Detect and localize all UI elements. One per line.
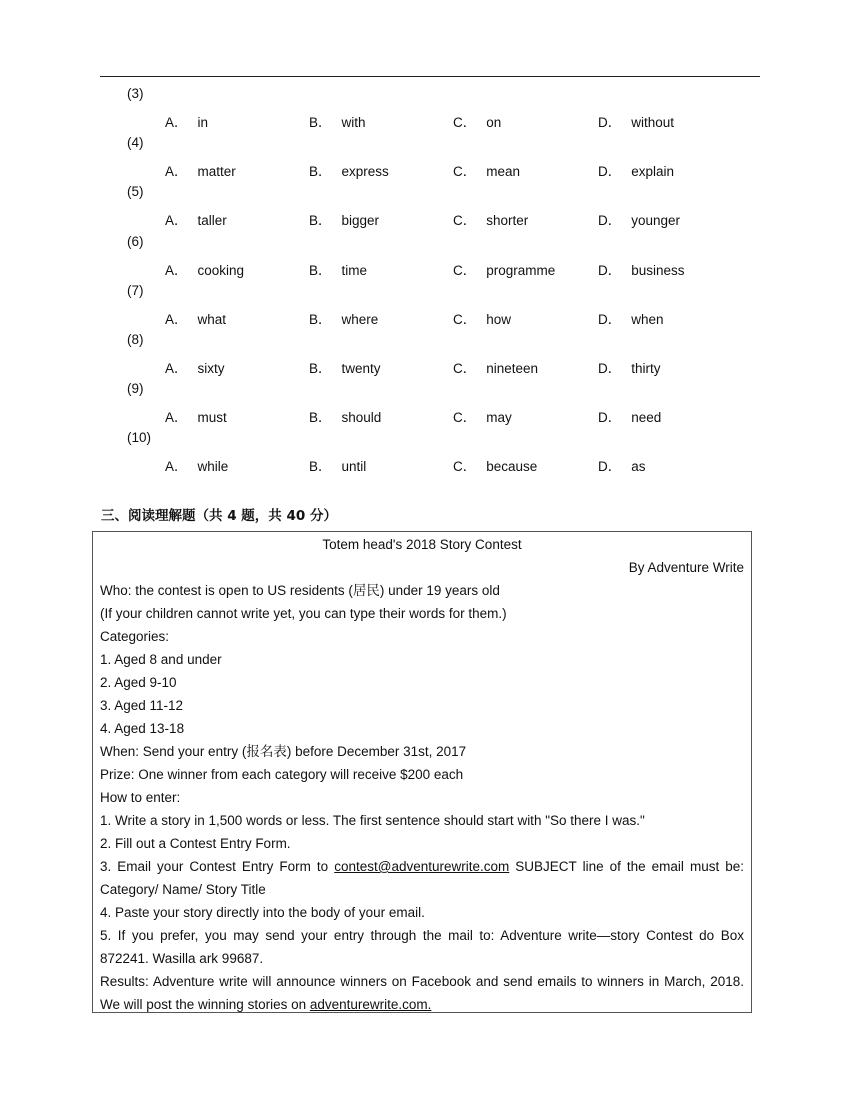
option-b[interactable] (309, 308, 378, 328)
option-letter: B． (309, 164, 332, 180)
option-letter: A． (165, 115, 188, 130)
option-text: taller (197, 213, 227, 229)
website-text-before: We will post the winning stories on (100, 997, 310, 1012)
option-text: cooking (197, 262, 245, 278)
question-list (0, 84, 860, 478)
option-d[interactable] (598, 259, 685, 279)
website-line (100, 993, 744, 1016)
option-letter: C． (453, 311, 477, 327)
passage-line: Category/ Name/ Story Title (100, 882, 266, 897)
header-rule (100, 76, 760, 77)
option-text: bigger (341, 213, 380, 229)
option-text: shorter (486, 213, 529, 229)
option-a[interactable] (165, 357, 225, 377)
option-a[interactable] (165, 209, 227, 229)
question-8 (0, 330, 860, 379)
option-text: sixty (197, 360, 225, 376)
option-b[interactable] (309, 259, 367, 279)
question-number: (4) (127, 135, 144, 151)
option-b[interactable] (309, 455, 366, 475)
question-number: (6) (127, 233, 144, 249)
option-c[interactable] (453, 209, 528, 229)
question-number: (10) (127, 430, 152, 446)
passage-line: Prize: One winner from each category will receive $200 each (100, 767, 464, 782)
passage-line: 4. Paste your story directly into the body of your email. (100, 905, 425, 920)
question-7 (0, 281, 860, 330)
passage-line: Who: the contest is open to US residents (居民) under 19 years old (100, 583, 500, 598)
option-letter: A． (165, 410, 188, 426)
option-a[interactable] (165, 406, 227, 426)
section-title: 三、阅读理解题（共 4 题，共 40 分） (101, 508, 337, 524)
option-d[interactable] (598, 111, 674, 131)
option-text: without (631, 115, 675, 130)
option-letter: D． (598, 213, 622, 229)
question-number: (3) (127, 86, 144, 101)
passage-line: Results: Adventure write will announce winners on Facebook and send emails to winners in March, 2018. (100, 974, 744, 989)
option-text: younger (631, 213, 681, 229)
option-b[interactable] (309, 111, 366, 131)
option-letter: A． (165, 262, 188, 278)
option-text: nineteen (486, 360, 539, 376)
option-b[interactable] (309, 209, 379, 229)
option-letter: A． (165, 360, 188, 376)
passage-line: (If your children cannot write yet, you can type their words for them.) (100, 606, 507, 621)
passage-line: How to enter: (100, 790, 181, 805)
option-text: how (486, 311, 512, 327)
option-d[interactable] (598, 455, 646, 475)
passage-line: 1. Aged 8 and under (100, 652, 222, 667)
passage-line: 1. Write a story in 1,500 words or less. The first sentence should start with "So there I was." (100, 813, 645, 828)
passage-line: Categories: (100, 629, 170, 644)
option-letter: A． (165, 311, 188, 327)
option-letter: C． (453, 410, 477, 426)
option-text: should (341, 410, 382, 426)
option-c[interactable] (453, 259, 555, 279)
option-letter: B． (309, 410, 332, 426)
question-5 (0, 182, 860, 231)
passage-box (92, 531, 752, 1013)
option-letter: B． (309, 115, 332, 130)
passage-line: When: Send your entry (报名表) before December 31st, 2017 (100, 744, 467, 759)
option-letter: B． (309, 262, 332, 278)
email-text-before: 3. Email your Contest Entry Form to (100, 859, 335, 874)
option-letter: A． (165, 213, 188, 229)
option-text: until (341, 459, 367, 475)
passage-line: 4. Aged 13-18 (100, 721, 185, 736)
option-text: thirty (631, 360, 661, 376)
option-text: need (631, 410, 662, 426)
option-d[interactable] (598, 209, 680, 229)
option-text: mean (486, 164, 521, 180)
option-a[interactable] (165, 308, 226, 328)
option-a[interactable] (165, 160, 236, 180)
option-a[interactable] (165, 455, 228, 475)
question-6 (0, 232, 860, 281)
option-text: matter (197, 164, 236, 180)
email-instruction-line (100, 855, 744, 878)
question-9 (0, 379, 860, 428)
option-d[interactable] (598, 406, 661, 426)
option-letter: D． (598, 311, 622, 327)
option-c[interactable] (453, 406, 512, 426)
option-text: twenty (341, 360, 381, 376)
option-letter: C． (453, 262, 477, 278)
option-text: as (631, 459, 646, 475)
option-text: in (197, 115, 209, 130)
option-c[interactable] (453, 357, 538, 377)
option-text: on (486, 115, 502, 130)
option-d[interactable] (598, 357, 661, 377)
option-c[interactable] (453, 111, 501, 131)
question-number: (5) (127, 184, 144, 200)
option-b[interactable] (309, 357, 381, 377)
option-letter: C． (453, 115, 477, 130)
passage-title: Totem head's 2018 Story Contest (322, 537, 522, 552)
option-letter: A． (165, 164, 188, 180)
question-3 (0, 84, 860, 133)
option-text: express (341, 164, 389, 180)
option-d[interactable] (598, 308, 664, 328)
option-c[interactable] (453, 455, 537, 475)
option-text: may (486, 410, 512, 426)
option-c[interactable] (453, 160, 520, 180)
email-text-after: SUBJECT line of the email must be: (509, 859, 744, 874)
question-number: (9) (127, 381, 144, 397)
question-number: (7) (127, 282, 144, 298)
question-number: (8) (127, 331, 144, 347)
passage-line: 2. Fill out a Contest Entry Form. (100, 836, 291, 851)
option-text: where (341, 311, 379, 327)
passage-line: 5. If you prefer, you may send your entry through the mail to: Adventure write—story Contest do Box (100, 928, 744, 943)
option-letter: D． (598, 164, 622, 180)
email-link[interactable]: contest@adventurewrite.com (334, 859, 510, 874)
option-b[interactable] (309, 406, 381, 426)
option-b[interactable] (309, 160, 389, 180)
option-a[interactable] (165, 111, 208, 131)
option-text: while (197, 459, 229, 475)
passage-line: 2. Aged 9-10 (100, 675, 177, 690)
option-text: because (486, 459, 538, 475)
option-text: what (197, 311, 227, 327)
option-text: programme (486, 262, 556, 278)
option-text: business (631, 262, 685, 278)
option-text: must (197, 410, 227, 426)
option-letter: C． (453, 164, 477, 180)
option-letter: D． (598, 262, 622, 278)
option-a[interactable] (165, 259, 244, 279)
option-letter: B． (309, 459, 332, 475)
option-letter: D． (598, 360, 622, 376)
option-letter: C． (453, 213, 477, 229)
option-text: with (341, 115, 366, 130)
option-text: time (341, 262, 368, 278)
option-letter: B． (309, 311, 332, 327)
option-letter: D． (598, 459, 622, 475)
passage-line: 872241. Wasilla ark 99687. (100, 951, 264, 966)
option-d[interactable] (598, 160, 674, 180)
option-text: explain (631, 164, 675, 180)
question-4 (0, 133, 860, 182)
option-text: when (631, 311, 664, 327)
option-letter: A． (165, 459, 188, 475)
website-link[interactable]: adventurewrite.com. (309, 997, 432, 1012)
passage-line: 3. Aged 11-12 (100, 698, 184, 713)
question-10 (0, 428, 860, 477)
option-c[interactable] (453, 308, 511, 328)
option-letter: C． (453, 360, 477, 376)
option-letter: B． (309, 213, 332, 229)
option-letter: D． (598, 410, 622, 426)
option-letter: C． (453, 459, 477, 475)
option-letter: B． (309, 360, 332, 376)
option-letter: D． (598, 115, 622, 130)
passage-byline: By Adventure Write (628, 560, 744, 575)
